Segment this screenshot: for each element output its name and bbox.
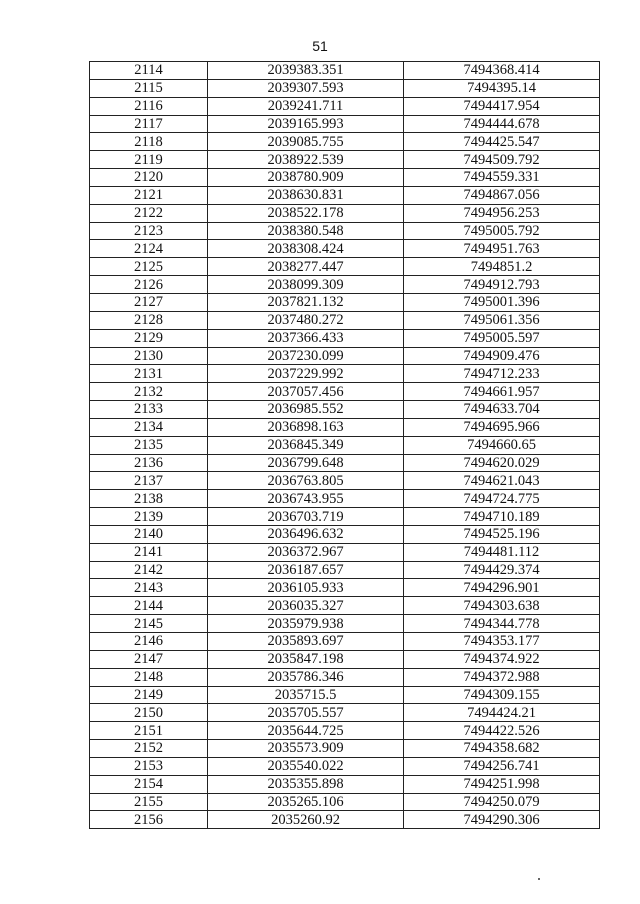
y-coordinate-cell: 7494620.029: [404, 454, 600, 472]
x-coordinate-cell: 2039307.593: [208, 79, 404, 97]
x-coordinate-cell: 2039085.755: [208, 133, 404, 151]
table-row: [90, 293, 600, 311]
y-coordinate-cell: 7494509.792: [404, 151, 600, 169]
point-number-cell: 2119: [90, 151, 208, 169]
point-number-cell: 2136: [90, 454, 208, 472]
x-coordinate-cell: 2035715.5: [208, 686, 404, 704]
y-coordinate-cell: 7494251.998: [404, 775, 600, 793]
y-coordinate-cell: 7494851.2: [404, 258, 600, 276]
x-coordinate-cell: 2038630.831: [208, 186, 404, 204]
x-coordinate-cell: 2035786.346: [208, 668, 404, 686]
x-coordinate-cell: 2036985.552: [208, 401, 404, 419]
x-coordinate-cell: 2038522.178: [208, 204, 404, 222]
y-coordinate-cell: 7494372.988: [404, 668, 600, 686]
x-coordinate-cell: 2036743.955: [208, 490, 404, 508]
point-number-cell: 2154: [90, 775, 208, 793]
x-coordinate-cell: 2036372.967: [208, 543, 404, 561]
y-coordinate-cell: 7494712.233: [404, 365, 600, 383]
table-row: [90, 722, 600, 740]
y-coordinate-cell: 7494909.476: [404, 347, 600, 365]
x-coordinate-cell: 2036763.805: [208, 472, 404, 490]
table-row: [90, 668, 600, 686]
x-coordinate-cell: 2038780.909: [208, 169, 404, 187]
x-coordinate-cell: 2036703.719: [208, 508, 404, 526]
y-coordinate-cell: 7494956.253: [404, 204, 600, 222]
y-coordinate-cell: 7494422.526: [404, 722, 600, 740]
x-coordinate-cell: 2038308.424: [208, 240, 404, 258]
table-row: [90, 454, 600, 472]
y-coordinate-cell: 7494525.196: [404, 525, 600, 543]
x-coordinate-cell: 2036898.163: [208, 418, 404, 436]
table-row: [90, 508, 600, 526]
table-row: [90, 757, 600, 775]
point-number-cell: 2137: [90, 472, 208, 490]
y-coordinate-cell: 7494374.922: [404, 650, 600, 668]
point-number-cell: 2153: [90, 757, 208, 775]
x-coordinate-cell: 2038380.548: [208, 222, 404, 240]
point-number-cell: 2148: [90, 668, 208, 686]
point-number-cell: 2155: [90, 793, 208, 811]
x-coordinate-cell: 2035979.938: [208, 615, 404, 633]
point-number-cell: 2118: [90, 133, 208, 151]
point-number-cell: 2123: [90, 222, 208, 240]
y-coordinate-cell: 7494951.763: [404, 240, 600, 258]
point-number-cell: 2129: [90, 329, 208, 347]
table-row: [90, 347, 600, 365]
point-number-cell: 2114: [90, 62, 208, 80]
table-row: [90, 650, 600, 668]
x-coordinate-cell: 2036496.632: [208, 525, 404, 543]
y-coordinate-cell: 7494444.678: [404, 115, 600, 133]
point-number-cell: 2132: [90, 383, 208, 401]
point-number-cell: 2142: [90, 561, 208, 579]
point-number-cell: 2149: [90, 686, 208, 704]
point-number-cell: 2120: [90, 169, 208, 187]
point-number-cell: 2126: [90, 276, 208, 294]
table-row: [90, 686, 600, 704]
y-coordinate-cell: 7494912.793: [404, 276, 600, 294]
y-coordinate-cell: 7495005.597: [404, 329, 600, 347]
y-coordinate-cell: 7494724.775: [404, 490, 600, 508]
table-row: [90, 276, 600, 294]
point-number-cell: 2151: [90, 722, 208, 740]
page-number: 51: [312, 38, 328, 54]
table-row: [90, 615, 600, 633]
table-row: [90, 436, 600, 454]
x-coordinate-cell: 2038099.309: [208, 276, 404, 294]
point-number-cell: 2138: [90, 490, 208, 508]
point-number-cell: 2131: [90, 365, 208, 383]
y-coordinate-cell: 7494250.079: [404, 793, 600, 811]
table-row: [90, 204, 600, 222]
x-coordinate-cell: 2035644.725: [208, 722, 404, 740]
point-number-cell: 2135: [90, 436, 208, 454]
y-coordinate-cell: 7494425.547: [404, 133, 600, 151]
point-number-cell: 2152: [90, 740, 208, 758]
x-coordinate-cell: 2037057.456: [208, 383, 404, 401]
y-coordinate-cell: 7494621.043: [404, 472, 600, 490]
table-row: [90, 597, 600, 615]
x-coordinate-cell: 2039383.351: [208, 62, 404, 80]
table-row: [90, 561, 600, 579]
table-row: [90, 115, 600, 133]
table-row: [90, 401, 600, 419]
x-coordinate-cell: 2037229.992: [208, 365, 404, 383]
x-coordinate-cell: 2036845.349: [208, 436, 404, 454]
point-number-cell: 2125: [90, 258, 208, 276]
table-row: [90, 793, 600, 811]
y-coordinate-cell: 7494695.966: [404, 418, 600, 436]
x-coordinate-cell: 2037230.099: [208, 347, 404, 365]
point-number-cell: 2144: [90, 597, 208, 615]
table-row: [90, 490, 600, 508]
y-coordinate-cell: 7494429.374: [404, 561, 600, 579]
x-coordinate-cell: 2035573.909: [208, 740, 404, 758]
y-coordinate-cell: 7495005.792: [404, 222, 600, 240]
x-coordinate-cell: 2037366.433: [208, 329, 404, 347]
y-coordinate-cell: 7494559.331: [404, 169, 600, 187]
table-row: [90, 311, 600, 329]
point-number-cell: 2145: [90, 615, 208, 633]
x-coordinate-cell: 2035265.106: [208, 793, 404, 811]
point-number-cell: 2116: [90, 97, 208, 115]
table-row: [90, 151, 600, 169]
point-number-cell: 2128: [90, 311, 208, 329]
point-number-cell: 2134: [90, 418, 208, 436]
y-coordinate-cell: 7494660.65: [404, 436, 600, 454]
point-number-cell: 2140: [90, 525, 208, 543]
table-row: [90, 740, 600, 758]
table-row: [90, 704, 600, 722]
table-row: [90, 525, 600, 543]
y-coordinate-cell: 7494256.741: [404, 757, 600, 775]
y-coordinate-cell: 7494358.682: [404, 740, 600, 758]
x-coordinate-cell: 2035540.022: [208, 757, 404, 775]
x-coordinate-cell: 2038922.539: [208, 151, 404, 169]
table-row: [90, 775, 600, 793]
x-coordinate-cell: 2035705.557: [208, 704, 404, 722]
table-row: [90, 543, 600, 561]
table-row: [90, 383, 600, 401]
point-number-cell: 2115: [90, 79, 208, 97]
table-row: [90, 579, 600, 597]
y-coordinate-cell: 7494867.056: [404, 186, 600, 204]
x-coordinate-cell: 2035893.697: [208, 633, 404, 651]
y-coordinate-cell: 7494309.155: [404, 686, 600, 704]
y-coordinate-cell: 7494710.189: [404, 508, 600, 526]
x-coordinate-cell: 2037480.272: [208, 311, 404, 329]
x-coordinate-cell: 2037821.132: [208, 293, 404, 311]
point-number-cell: 2143: [90, 579, 208, 597]
table-row: [90, 418, 600, 436]
table-row: [90, 633, 600, 651]
table-row: [90, 811, 600, 829]
table-row: [90, 79, 600, 97]
x-coordinate-cell: 2036035.327: [208, 597, 404, 615]
x-coordinate-cell: 2036187.657: [208, 561, 404, 579]
y-coordinate-cell: 7495061.356: [404, 311, 600, 329]
table-row: [90, 186, 600, 204]
x-coordinate-cell: 2035847.198: [208, 650, 404, 668]
x-coordinate-cell: 2039165.993: [208, 115, 404, 133]
point-number-cell: 2139: [90, 508, 208, 526]
x-coordinate-cell: 2036799.648: [208, 454, 404, 472]
x-coordinate-cell: 2035260.92: [208, 811, 404, 829]
table-row: [90, 97, 600, 115]
y-coordinate-cell: 7494633.704: [404, 401, 600, 419]
y-coordinate-cell: 7495001.396: [404, 293, 600, 311]
point-number-cell: 2121: [90, 186, 208, 204]
x-coordinate-cell: 2035355.898: [208, 775, 404, 793]
point-number-cell: 2133: [90, 401, 208, 419]
table-row: [90, 240, 600, 258]
y-coordinate-cell: 7494424.21: [404, 704, 600, 722]
table-row: [90, 472, 600, 490]
table-row: [90, 133, 600, 151]
point-number-cell: 2122: [90, 204, 208, 222]
y-coordinate-cell: 7494395.14: [404, 79, 600, 97]
coordinates-table: [89, 61, 600, 829]
y-coordinate-cell: 7494481.112: [404, 543, 600, 561]
table-row: [90, 62, 600, 80]
point-number-cell: 2147: [90, 650, 208, 668]
table-row: [90, 169, 600, 187]
y-coordinate-cell: 7494417.954: [404, 97, 600, 115]
point-number-cell: 2124: [90, 240, 208, 258]
table-row: [90, 222, 600, 240]
point-number-cell: 2141: [90, 543, 208, 561]
y-coordinate-cell: 7494344.778: [404, 615, 600, 633]
point-number-cell: 2150: [90, 704, 208, 722]
point-number-cell: 2117: [90, 115, 208, 133]
point-number-cell: 2146: [90, 633, 208, 651]
table-row: [90, 329, 600, 347]
x-coordinate-cell: 2039241.711: [208, 97, 404, 115]
y-coordinate-cell: 7494296.901: [404, 579, 600, 597]
table-row: [90, 258, 600, 276]
y-coordinate-cell: 7494303.638: [404, 597, 600, 615]
y-coordinate-cell: 7494368.414: [404, 62, 600, 80]
point-number-cell: 2156: [90, 811, 208, 829]
y-coordinate-cell: 7494353.177: [404, 633, 600, 651]
table-row: [90, 365, 600, 383]
x-coordinate-cell: 2036105.933: [208, 579, 404, 597]
scan-speck: [538, 878, 540, 880]
y-coordinate-cell: 7494661.957: [404, 383, 600, 401]
coordinates-table-body: [90, 62, 600, 829]
point-number-cell: 2130: [90, 347, 208, 365]
y-coordinate-cell: 7494290.306: [404, 811, 600, 829]
x-coordinate-cell: 2038277.447: [208, 258, 404, 276]
point-number-cell: 2127: [90, 293, 208, 311]
